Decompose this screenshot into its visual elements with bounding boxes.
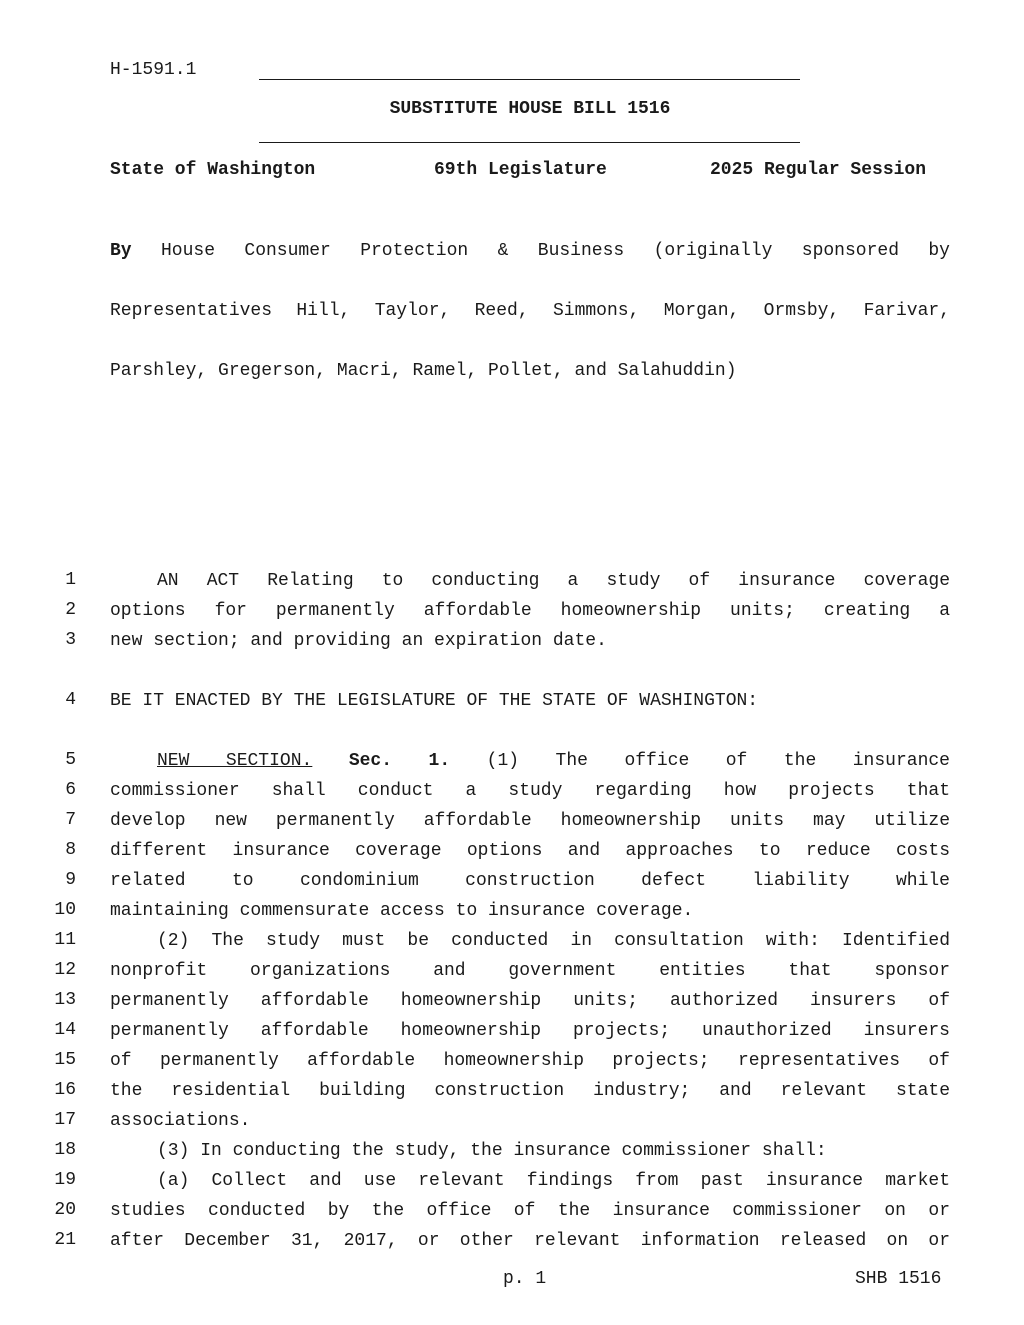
sponsor-line: By House Consumer Protection & Business (originally sponsored by xyxy=(110,241,950,261)
bill-line: (2) The study must be conducted in consultation with: Identified xyxy=(157,931,950,951)
line-number: 20 xyxy=(54,1200,76,1220)
section-heading-line: NEW SECTION. Sec. 1. (1) The office of the insurance xyxy=(157,751,950,771)
section-number: Sec. 1. xyxy=(348,751,451,771)
line-number: 9 xyxy=(65,870,76,890)
bill-line: (3) In conducting the study, the insurance commissioner shall: xyxy=(157,1141,827,1161)
bill-line: permanently affordable homeownership projects; unauthorized insurers xyxy=(110,1021,950,1041)
line-number: 21 xyxy=(54,1230,76,1250)
bill-line: AN ACT Relating to conducting a study of insurance coverage xyxy=(157,571,950,591)
line-number: 3 xyxy=(65,630,76,650)
sponsor-line: Parshley, Gregerson, Macri, Ramel, Pollet, and Salahuddin) xyxy=(110,361,737,381)
title-rule-bottom xyxy=(259,142,800,143)
bill-line: associations. xyxy=(110,1111,251,1131)
page-number: p. 1 xyxy=(503,1269,547,1289)
line-number: 15 xyxy=(54,1050,76,1070)
line-number: 19 xyxy=(54,1170,76,1190)
line-number: 12 xyxy=(54,960,76,980)
line-number: 6 xyxy=(65,780,76,800)
bill-line: options for permanently affordable homeownership units; creating a xyxy=(110,601,950,621)
line-number: 5 xyxy=(65,750,76,770)
title-rule-top xyxy=(259,79,800,80)
session-label: 2025 Regular Session xyxy=(710,160,927,180)
bill-line: nonprofit organizations and government entities that sponsor xyxy=(110,961,950,981)
line-number: 16 xyxy=(54,1080,76,1100)
bill-line: different insurance coverage options and approaches to reduce costs xyxy=(110,841,950,861)
bill-line: maintaining commensurate access to insurance coverage. xyxy=(110,901,694,921)
line-number: 13 xyxy=(54,990,76,1010)
line-number: 4 xyxy=(65,690,76,710)
bill-line: related to condominium construction defect liability while xyxy=(110,871,950,891)
bill-line: the residential building construction industry; and relevant state xyxy=(110,1081,950,1101)
legislature-label: 69th Legislature xyxy=(434,160,607,180)
sponsor-line: Representatives Hill, Taylor, Reed, Simmons, Morgan, Ormsby, Farivar, xyxy=(110,301,950,321)
enacting-clause: BE IT ENACTED BY THE LEGISLATURE OF THE STATE OF WASHINGTON: xyxy=(110,691,759,711)
state-label: State of Washington xyxy=(110,160,316,180)
bill-line: after December 31, 2017, or other relevant information released on or xyxy=(110,1231,950,1251)
bill-line: permanently affordable homeownership units; authorized insurers of xyxy=(110,991,950,1011)
line-number: 1 xyxy=(65,570,76,590)
bill-line: commissioner shall conduct a study regarding how projects that xyxy=(110,781,950,801)
line-number: 11 xyxy=(54,930,76,950)
line-number: 7 xyxy=(65,810,76,830)
new-section-label: NEW SECTION. xyxy=(157,751,313,771)
line-number: 8 xyxy=(65,840,76,860)
sponsor-block xyxy=(110,201,950,401)
bill-title: SUBSTITUTE HOUSE BILL 1516 xyxy=(389,99,671,119)
bill-line: (a) Collect and use relevant findings from past insurance market xyxy=(157,1171,950,1191)
line-number: 14 xyxy=(54,1020,76,1040)
line-number: 2 xyxy=(65,600,76,620)
bill-line: studies conducted by the office of the insurance commissioner on or xyxy=(110,1201,950,1221)
line-number: 10 xyxy=(54,900,76,920)
bill-line: develop new permanently affordable homeownership units may utilize xyxy=(110,811,950,831)
line-number: 17 xyxy=(54,1110,76,1130)
bill-line: new section; and providing an expiration date. xyxy=(110,631,607,651)
footer-bill-id: SHB 1516 xyxy=(855,1269,942,1289)
document-id: H-1591.1 xyxy=(110,60,197,80)
line-number: 18 xyxy=(54,1140,76,1160)
bill-line: of permanently affordable homeownership projects; representatives of xyxy=(110,1051,950,1071)
